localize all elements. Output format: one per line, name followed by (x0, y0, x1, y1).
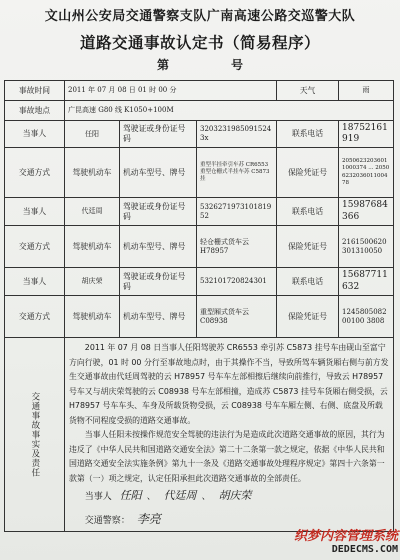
watermark-domain: DEDECMS.COM (331, 544, 398, 555)
facts-content (65, 338, 394, 532)
place-label: 事故地点 (5, 101, 65, 121)
facts-side-label: 交通事故事实及责任 (29, 391, 40, 478)
officer-signature: 李亮 (136, 511, 161, 526)
place-value: 广昆高速 G80 线 K1050+100M (65, 101, 394, 121)
party-signatures: 当事人 任阳 、 代廷周 、 胡庆荣 (84, 489, 252, 502)
weather-label: 天气 (277, 81, 339, 101)
license-value: 32032319850915243x (197, 121, 277, 148)
agency-name: 文山州公安局交通警察支队广南高速公路交巡警大队 (44, 9, 356, 24)
license-label: 驾驶证或身份证号码 (120, 198, 197, 226)
facts-row (5, 338, 394, 532)
signature-dai-tingzhou: 代廷周 (163, 489, 197, 502)
number-suffix: 号 (231, 58, 244, 72)
phone-label: 联系电话 (277, 121, 339, 148)
phone-label: 联系电话 (277, 268, 339, 296)
signature-hu-qingrong: 胡庆荣 (218, 489, 252, 502)
document-title: 道路交通事故认定书（简易程序） (79, 34, 320, 52)
license-label: 驾驶证或身份证号码 (120, 121, 197, 148)
vehicle-value: 重型厢式货车云 C08938 (197, 296, 277, 338)
watermark-title: 织梦内容管理系统 (293, 528, 398, 544)
party-1-vehicle-row (5, 148, 394, 198)
party-2-vehicle-row (5, 226, 394, 268)
license-value: 532627197310181952 (197, 198, 277, 226)
transport-value: 驾驶机动车 (65, 226, 120, 268)
party-label: 当事人 (5, 268, 65, 296)
party-label: 当事人 (5, 198, 65, 226)
signature-ren-yang: 任阳 (119, 489, 142, 502)
party-3-vehicle-row (5, 296, 394, 338)
officer-signature-row: 交通警察： 李亮 (84, 511, 161, 526)
vehicle-value: 轻仓栅式货车云 H78957 (197, 226, 277, 268)
accident-narrative: 2011 年 07 月 08 日当事人任阳驾驶苏 CR6553 牵引苏 C5873 挂号车由砚山至富宁方向行驶，01 时 00 分行至事故地点时，由于其操作不当，导致所驾车辆货厢右侧与前方发生交通事故由代廷周驾驶的云 H78957 号车车左部相擦后继续向前推行，导致云 H78957 号车又与胡庆荣驾驶的云 C08938 号车左部相撞，造成苏 C5873 挂号车货厢右侧受损，云 H78957 号车车头、车身及所载货物受损，云 C08938 号车车厢左侧、右侧、底盘及所载货物不同程度受损的道路交通事故。 (69, 343, 389, 425)
responsibility-basis: 当事人任阳未按操作规范安全驾驶的违法行为是造成此次道路交通事故的原因，其行为违反了《中华人民共和国道路交通安全法》第二十二条第一款之规定，依据《中华人民共和国道路交通安全法实施条例》第九十一条及《道路交通事故处理程序规定》第四十六条第一款第（一）项之规定，认定任阳承担此次道路交通事故的全部责任。 (69, 430, 385, 483)
party-label: 当事人 (5, 121, 65, 148)
party-signature-label: 当事人 (84, 492, 112, 502)
insurance-value: 20506232036011000374 ... 20506232036011004 78 (339, 148, 394, 198)
vehicle-label: 机动车型号、牌号 (120, 148, 197, 198)
party-name: 任阳 (65, 121, 120, 148)
incident-time-row (5, 81, 394, 101)
accident-form-table (4, 80, 394, 532)
vehicle-label: 机动车型号、牌号 (120, 226, 197, 268)
phone-value: 15687711632 (339, 268, 394, 296)
weather-value: 雨 (339, 81, 394, 101)
insurance-value: 2161500620301310050 (339, 226, 394, 268)
party-1-row (5, 121, 394, 148)
party-2-row (5, 198, 394, 226)
watermark (294, 530, 398, 555)
vehicle-value: 重型半挂牵引车苏 CR6553 重型仓栅式半挂车苏 C5873 挂 (197, 148, 277, 198)
vehicle-label: 机动车型号、牌号 (120, 296, 197, 338)
insurance-value: 124580508200100 3808 (339, 296, 394, 338)
transport-value: 驾驶机动车 (65, 148, 120, 198)
time-value: 2011 年 07 月 08 日 01 时 00 分 (65, 81, 277, 101)
party-3-row (5, 268, 394, 296)
party-name: 胡庆荣 (65, 268, 120, 296)
number-prefix: 第 (156, 58, 169, 72)
document-number (0, 56, 400, 73)
license-value: 532101720824301 (197, 268, 277, 296)
time-label: 事故时间 (5, 81, 65, 101)
phone-value: 15987684366 (339, 198, 394, 226)
phone-label: 联系电话 (277, 198, 339, 226)
officer-label: 交通警察 (84, 515, 121, 526)
facts-side-label-cell (5, 338, 65, 532)
transport-label: 交通方式 (5, 148, 65, 198)
transport-label: 交通方式 (5, 296, 65, 338)
insurance-label: 保险凭证号 (277, 226, 339, 268)
transport-label: 交通方式 (5, 226, 65, 268)
insurance-label: 保险凭证号 (277, 296, 339, 338)
transport-value: 驾驶机动车 (65, 296, 120, 338)
phone-value: 18752161919 (339, 121, 394, 148)
license-label: 驾驶证或身份证号码 (120, 268, 197, 296)
party-name: 代廷周 (65, 198, 120, 226)
incident-place-row (5, 101, 394, 121)
insurance-label: 保险凭证号 (277, 148, 339, 198)
